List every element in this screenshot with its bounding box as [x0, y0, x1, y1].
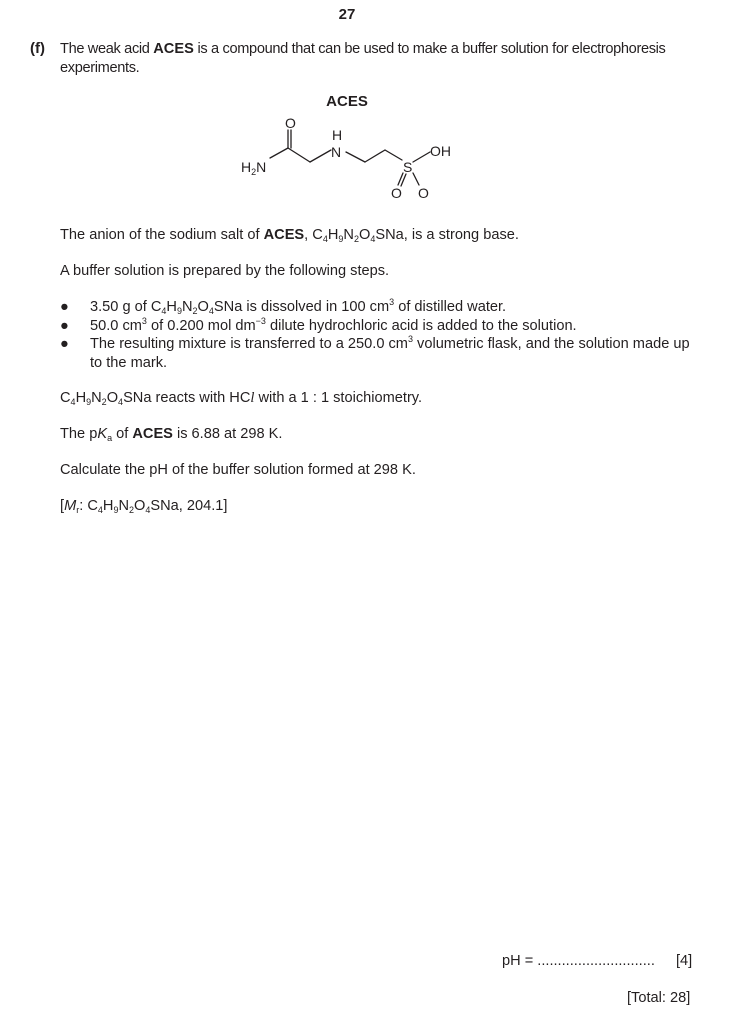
atom-h2n: $H_2N$	[241, 159, 267, 177]
step-item: ● The resulting mixture is transferred to a 250.0 $cm^3$ volumetric flask, and the solution made up to the mark.	[60, 334, 690, 371]
steps-intro: A buffer solution is prepared by the following steps.	[60, 263, 390, 279]
stoichiometry-sentence: $C_4H_9N_2O_4SNa$ reacts with HCl with a 1 : 1 stoichiometry.	[60, 390, 423, 407]
atom-o-sulfonyl-1: O	[391, 185, 402, 201]
atom-oh: OH	[430, 143, 451, 159]
pka-sentence: The $pK_a$ of ACES is 6.88 at 298 K.	[60, 426, 283, 443]
total-marks: [Total: 28]	[627, 990, 691, 1006]
molar-mass-data: [$M_r$: $C_4H_9N_2O_4SNa$, 204.1]	[60, 498, 228, 515]
calculate-instruction: Calculate the pH of the buffer solution formed at 298 K.	[60, 462, 416, 478]
atom-n-amine: N	[331, 144, 342, 160]
aces-name: ACES	[153, 41, 194, 57]
formula: $C_4H_9N_2O_4SNa$	[87, 498, 179, 515]
formula: $C_4H_9N_2O_4SNa$	[312, 227, 404, 244]
question-intro: The weak acid ACES is a compound that can be used to make a buffer solution for electrophoresis experiments.	[60, 41, 666, 76]
bullet-point: ●	[60, 336, 69, 352]
atom-s: S	[403, 159, 413, 175]
formula: $C_4H_9N_2O_4$	[60, 390, 124, 407]
step-item: ● 50.0 $cm^3$ of 0.200 mol $dm^{-3}$ dilute hydrochloric acid is added to the solution.	[60, 315, 577, 334]
formula: $C_4H_9N_2O_4SNa$	[150, 299, 243, 316]
atom-o-carbonyl: O	[285, 115, 296, 131]
step-item: ● 3.50 g of $C_4H_9N_2O_4SNa$ is dissolved in 100 $cm^3$ of distilled water.	[60, 297, 507, 316]
structure-title: ACES	[326, 93, 368, 110]
atom-o-sulfonyl-2: O	[418, 185, 429, 201]
bullet-point: ●	[60, 317, 69, 334]
ph-answer-line[interactable]: pH = .............................	[502, 953, 655, 969]
step-list	[60, 298, 700, 372]
atom-h-amine: H	[332, 127, 343, 143]
marks-label: [4]	[676, 953, 693, 969]
question-label: (f)	[30, 40, 45, 57]
page-number: 27	[338, 6, 356, 23]
aces-structure-diagram	[230, 112, 470, 202]
bullet-point: ●	[60, 299, 69, 315]
anion-sentence: The anion of the sodium salt of ACES, $C_4H_9N_2O_4SNa$, is a strong base.	[60, 227, 519, 244]
